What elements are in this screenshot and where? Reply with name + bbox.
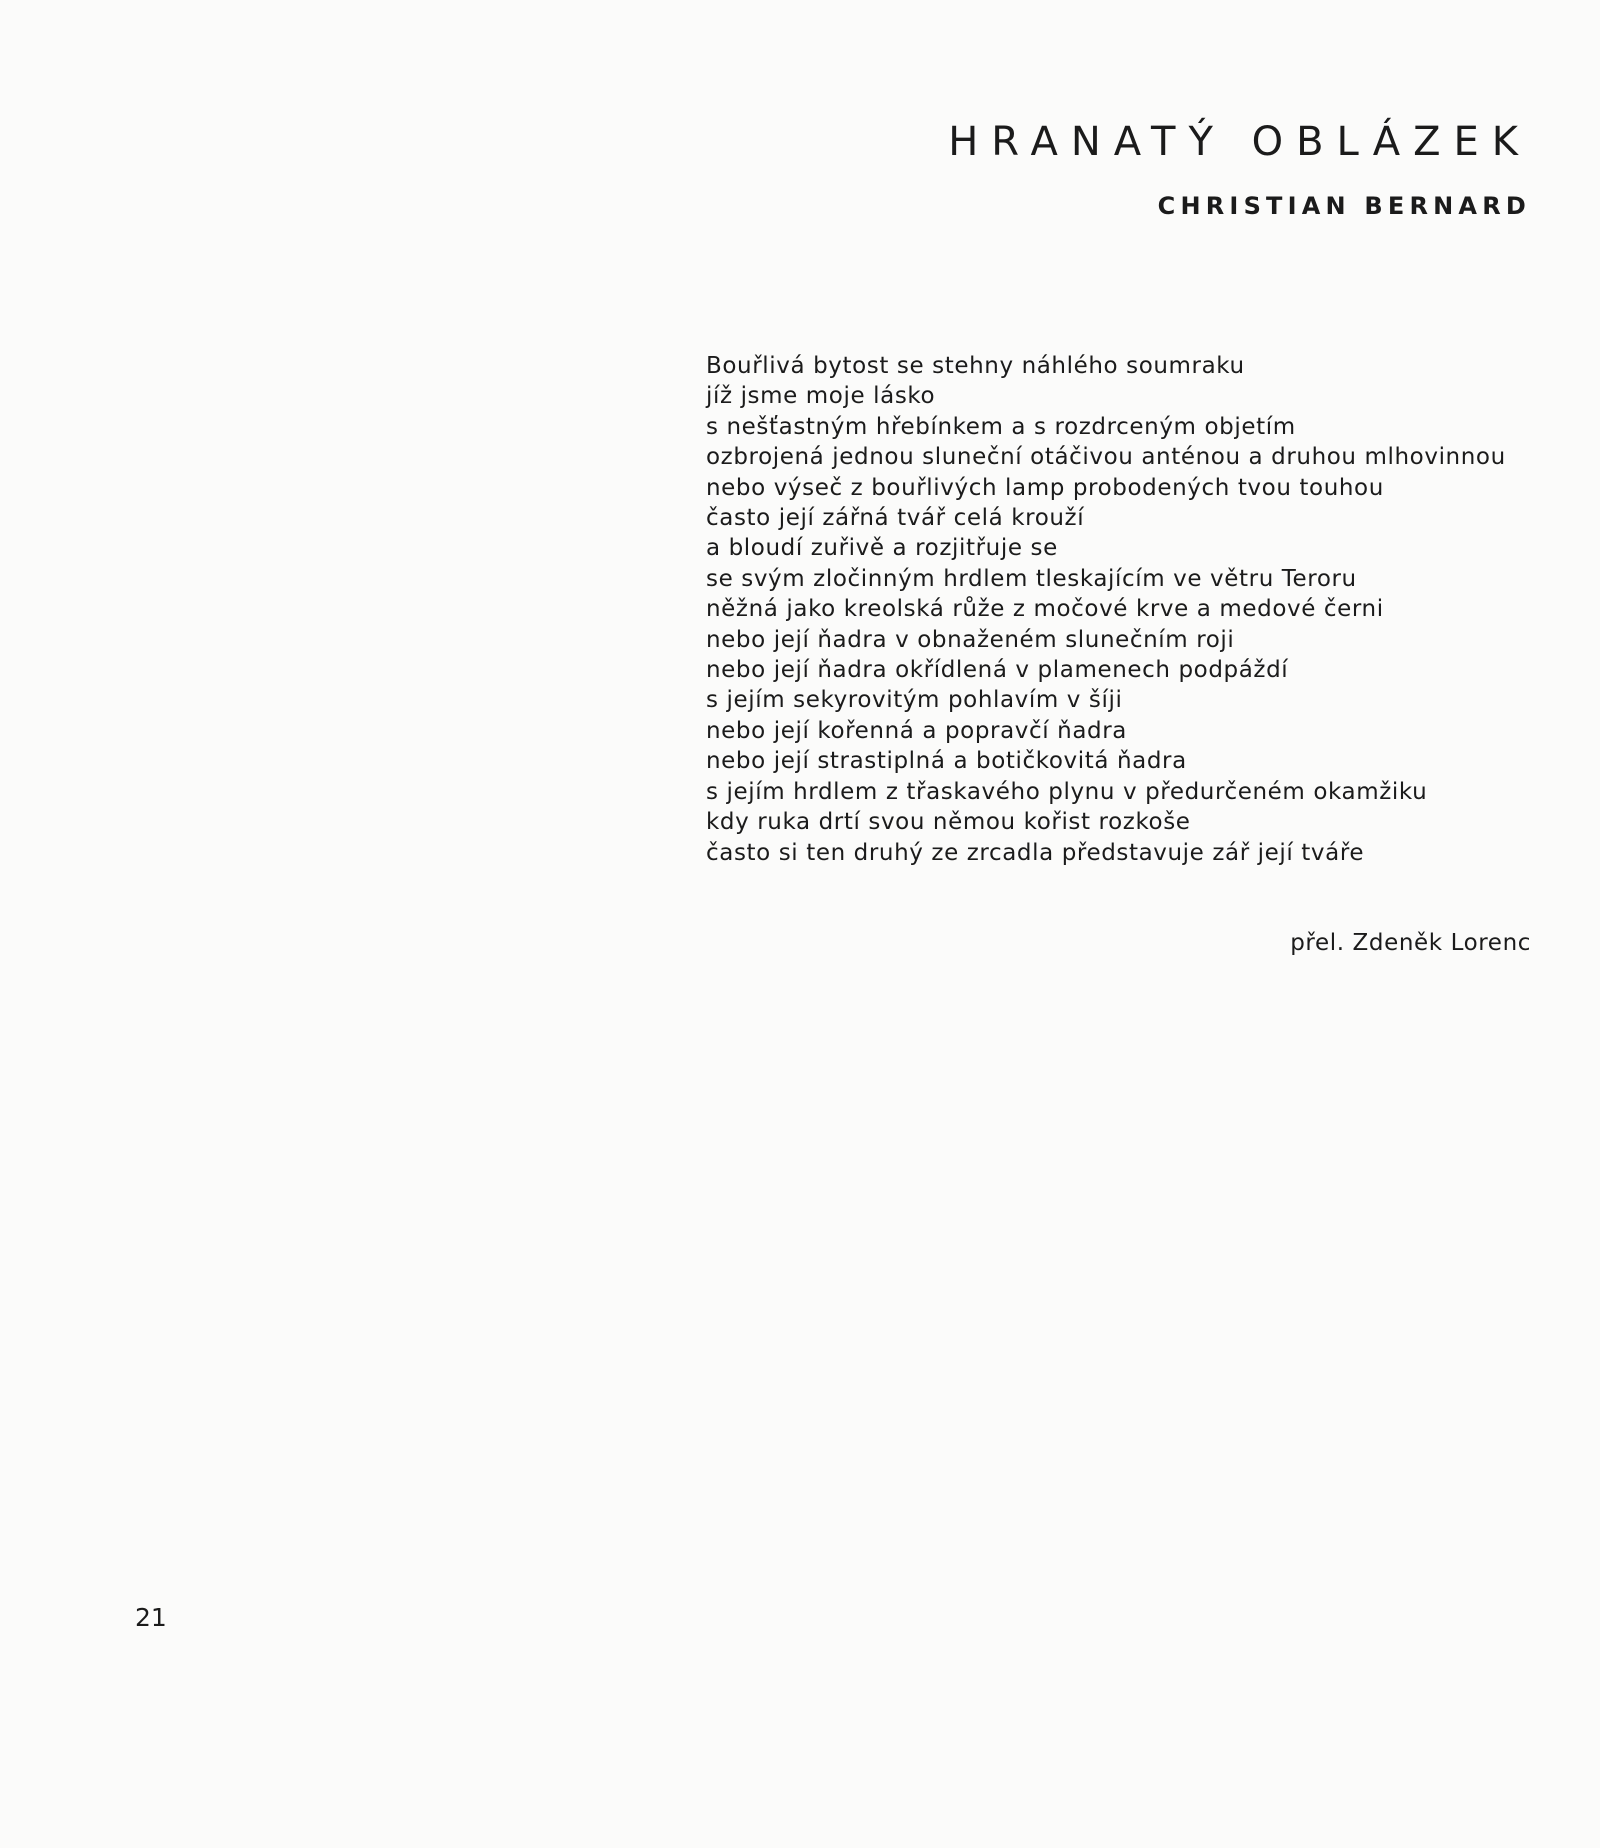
poem-line: něžná jako kreolská růže z močové krve a medové černi (706, 596, 1384, 623)
poem-title: HRANATÝ OBLÁZEK (948, 119, 1531, 165)
page-number: 21 (135, 1603, 167, 1632)
poem-line: ozbrojená jednou sluneční otáčivou anténou a druhou mlhovinnou (706, 444, 1506, 471)
poem-line: kdy ruka drtí svou němou kořist rozkoše (706, 809, 1191, 836)
poem-line: s jejím sekyrovitým pohlavím v šíji (706, 687, 1123, 714)
poem-line: často její zářná tvář celá krouží (706, 505, 1085, 532)
poem-author: CHRISTIAN BERNARD (1157, 192, 1531, 220)
poem-line: jíž jsme moje lásko (706, 383, 936, 410)
poem-line: Bouřlivá bytost se stehny náhlého soumraku (706, 353, 1245, 379)
poem-line: s nešťastným hřebínkem a s rozdrceným objetím (706, 413, 1296, 440)
poem-line: nebo její strastiplná a botičkovitá ňadra (706, 748, 1187, 775)
poem-line: nebo její kořenná a popravčí ňadra (706, 717, 1127, 744)
poem-line: často si ten druhý ze zrcadla představuje zář její tváře (706, 839, 1365, 866)
poem-line: s jejím hrdlem z třaskavého plynu v předurčeném okamžiku (706, 778, 1428, 805)
poem-line: a bloudí zuřivě a rozjitřuje se (706, 535, 1058, 562)
poem-line: nebo výseč z bouřlivých lamp probodených tvou touhou (706, 474, 1384, 501)
poem-body (706, 351, 1506, 868)
poem-line: nebo její ňadra okřídlená v plamenech podpáždí (706, 657, 1289, 684)
translator-credit: přel. Zdeněk Lorenc (1290, 930, 1531, 956)
poem-line: se svým zločinným hrdlem tleskajícím ve větru Teroru (706, 565, 1357, 592)
poem-line: nebo její ňadra v obnaženém slunečním roji (706, 626, 1235, 653)
